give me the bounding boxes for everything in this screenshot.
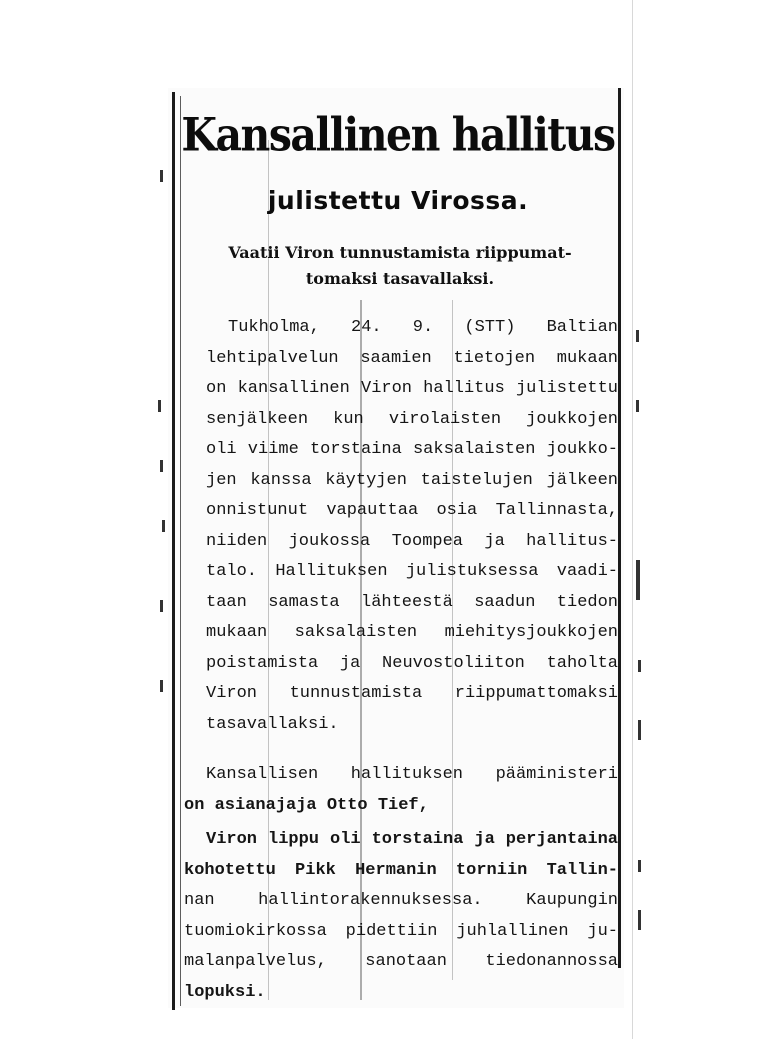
left-column-rule-inner bbox=[180, 96, 181, 1006]
margin-mark bbox=[158, 400, 161, 412]
right-column-rule bbox=[618, 88, 621, 968]
body-line: mukaan saksalaisten miehitysjoukkojen bbox=[206, 623, 618, 642]
body-line: on kansallinen Viron hallitus julistettu bbox=[206, 379, 618, 398]
margin-mark bbox=[638, 660, 641, 672]
body-line: kohotettu Pikk Hermanin torniin Tallin- bbox=[184, 860, 618, 880]
body-line: nan hallintorakennuksessa. Kaupungin bbox=[184, 891, 618, 910]
body-line: malanpalvelus, sanotaan tiedonannossa bbox=[184, 952, 618, 971]
margin-mark bbox=[160, 600, 163, 612]
body-line: lehtipalvelun saamien tietojen mukaan bbox=[206, 348, 618, 368]
margin-mark bbox=[636, 400, 639, 412]
margin-mark bbox=[160, 170, 163, 182]
margin-mark bbox=[160, 460, 163, 472]
body-line: Viron lippu oli torstaina ja perjantaina bbox=[206, 830, 618, 849]
margin-mark bbox=[638, 720, 641, 740]
left-column-rule bbox=[172, 92, 175, 1010]
deck-line: tomaksi tasavallaksi. bbox=[305, 269, 495, 288]
body-line: jen kanssa käytyjen taistelujen jälkeen bbox=[206, 470, 618, 490]
body-line: talo. Hallituksen julistuksessa vaadi- bbox=[206, 562, 618, 581]
body-line: Tukholma, 24. 9. (STT) Baltian bbox=[228, 318, 618, 337]
body-line: oli viime torstaina saksalaisten joukko- bbox=[206, 440, 618, 459]
body-line: onnistunut vapauttaa osia Tallinnasta, bbox=[206, 501, 618, 520]
right-edge-shadow bbox=[632, 0, 633, 1039]
body-line: tuomiokirkossa pidettiin juhlallinen ju- bbox=[184, 921, 618, 941]
margin-mark bbox=[636, 560, 640, 600]
margin-mark bbox=[162, 520, 165, 532]
body-line: on asianajaja Otto Tief, bbox=[184, 795, 429, 815]
margin-mark bbox=[638, 860, 641, 872]
body-line: taan samasta lähteestä saadun tiedon bbox=[206, 592, 618, 612]
margin-mark bbox=[638, 910, 641, 930]
margin-mark bbox=[160, 680, 163, 692]
deck-line: Vaatii Viron tunnustamista riippumat- bbox=[228, 243, 572, 262]
body-line: senjälkeen kun virolaisten joukkojen bbox=[206, 409, 618, 429]
deck bbox=[188, 240, 612, 292]
body-line: lopuksi. bbox=[184, 982, 266, 1002]
margin-mark bbox=[636, 330, 639, 342]
article-body bbox=[184, 313, 618, 1008]
body-line: Viron tunnustamista riippumattomaksi bbox=[206, 684, 618, 703]
body-line: niiden joukossa Toompea ja hallitus- bbox=[206, 531, 618, 551]
body-line: poistamista ja Neuvostoliiton taholta bbox=[206, 653, 618, 673]
subheadline: julistettu Virossa. bbox=[267, 186, 529, 215]
body-line: tasavallaksi. bbox=[206, 714, 339, 734]
body-line: Kansallisen hallituksen pääministeri bbox=[206, 765, 618, 784]
headline: Kansallinen hallitus bbox=[181, 108, 615, 162]
paragraph-gap bbox=[206, 740, 618, 760]
